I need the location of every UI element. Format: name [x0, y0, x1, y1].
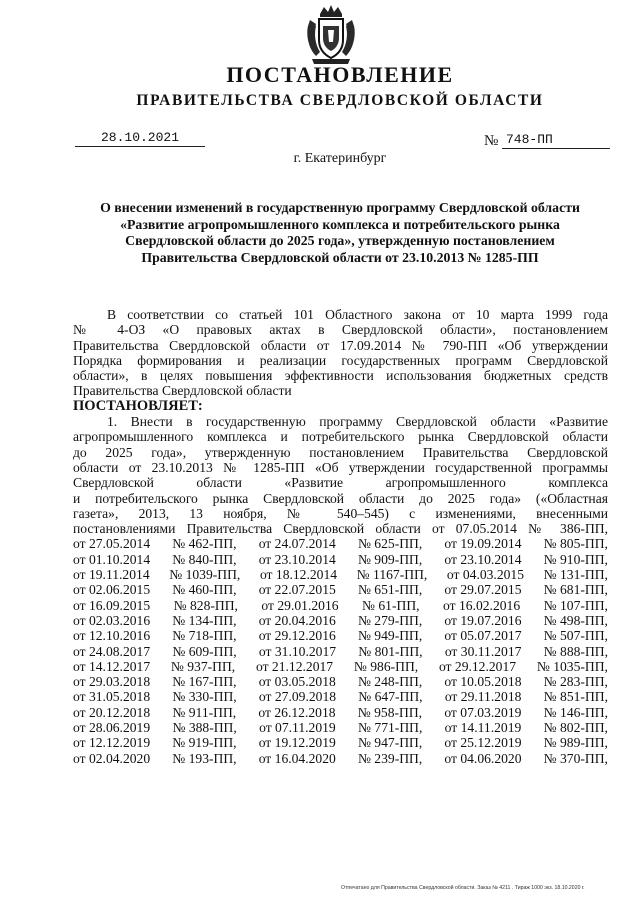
amendment-number: № 949-ПП,	[357, 628, 423, 644]
document-title	[72, 200, 608, 266]
amendment-number: № 279-ПП,	[357, 612, 423, 628]
number-sign: №	[484, 133, 499, 149]
amendment-number: № 989-ПП,	[543, 735, 608, 751]
amendment-date: от 19.12.2019	[258, 735, 336, 751]
title-line: Свердловской области до 2025 года», утвержденную постановлением	[125, 233, 555, 248]
print-footer: Отпечатано для Правительства Свердловской области. Заказ № 4211 . Тираж 1000 экз. 18.10.2020 г.	[341, 885, 585, 891]
title-line: Правительства Свердловской области от 23.10.2013 № 1285-ПП	[141, 249, 539, 265]
amendment-number: № 947-ПП,	[357, 735, 423, 751]
preamble-line: Правительства Свердловской области от 17.09.2014 № 790-ПП «Об утверждении	[73, 337, 608, 353]
amendment-date: от 20.12.2018	[73, 704, 151, 720]
clause-line: области от 23.10.2013 № 1285-ПП «Об утверждении государственной программы	[73, 459, 608, 475]
amendment-number: № 388-ПП,	[172, 720, 237, 736]
resolution-heading: ПОСТАНОВЛЯЕТ:	[73, 397, 203, 414]
issue-city: г. Екатеринбург	[293, 151, 387, 166]
amendment-date: от 24.08.2017	[73, 643, 151, 659]
title-line: О внесении изменений в государственную программу Свердловской области	[100, 200, 580, 215]
document-body	[73, 307, 608, 766]
amendment-date: от 04.06.2020	[444, 750, 522, 766]
issuing-authority: ПРАВИТЕЛЬСТВА СВЕРДЛОВСКОЙ ОБЛАСТИ	[136, 92, 544, 109]
amendment-number: № 911-ПП,	[172, 704, 237, 720]
amendment-number: № 802-ПП,	[543, 720, 608, 736]
clause-line: газета», 2013, 13 ноября, № 540–545) с изменениями, внесенными	[73, 505, 608, 521]
preamble-line: № 4-ОЗ «О правовых актах в Свердловской области», постановлением	[73, 322, 608, 338]
amendment-row	[73, 598, 608, 613]
amendment-date: от 01.10.2014	[73, 551, 151, 567]
amendment-date: от 16.09.2015	[73, 597, 151, 613]
clause-line: Свердловской области «Развитие агропромышленного комплекса	[73, 475, 608, 491]
amendment-number: № 283-ПП,	[543, 674, 608, 690]
amendment-date: от 25.12.2019	[444, 735, 522, 751]
amendment-number: № 958-ПП,	[357, 704, 423, 720]
amendment-number: № 107-ПП,	[543, 597, 608, 613]
amendment-row	[73, 705, 608, 720]
amendment-date: от 22.07.2015	[258, 582, 336, 598]
amendment-number: № 146-ПП,	[543, 704, 608, 720]
amendment-row	[73, 735, 608, 750]
amendment-row	[73, 751, 608, 766]
amendment-date: от 29.07.2015	[444, 582, 522, 598]
amendment-row	[73, 644, 608, 659]
amendment-number: № 239-ПП,	[357, 750, 423, 766]
amendment-number: № 134-ПП,	[172, 612, 237, 628]
amendment-number: № 840-ПП,	[172, 551, 237, 567]
amendment-number: № 370-ПП,	[543, 750, 608, 766]
amendment-row	[73, 674, 608, 689]
amendment-date: от 19.09.2014	[444, 536, 522, 552]
document-type-title: ПОСТАНОВЛЕНИЕ	[226, 62, 454, 87]
amendment-number: № 498-ПП,	[543, 612, 608, 628]
amendment-number: № 681-ПП,	[543, 582, 608, 598]
amendment-date: от 07.11.2019	[259, 720, 336, 736]
amendment-number: № 801-ПП,	[358, 643, 423, 659]
document-date: 28.10.2021	[75, 130, 205, 147]
amendment-date: от 07.03.2019	[444, 704, 522, 720]
clause-line: постановлениями Правительства Свердловской области от 07.05.2014 № 386-ПП,	[73, 521, 608, 537]
amendment-date: от 27.09.2018	[258, 689, 337, 705]
clause-line: 1. Внести в государственную программу Свердловской области «Развитие	[107, 414, 608, 430]
amendment-date: от 28.06.2019	[73, 720, 151, 736]
amendments-list	[73, 536, 608, 765]
amendment-date: от 27.05.2014	[73, 536, 151, 552]
coat-of-arms-icon	[302, 4, 360, 66]
amendment-row	[73, 689, 608, 704]
amendment-row	[73, 567, 608, 582]
amendment-number: № 193-ПП,	[172, 750, 237, 766]
amendment-date: от 18.12.2014	[259, 567, 338, 583]
amendment-number: № 462-ПП,	[172, 536, 237, 552]
amendment-number: № 909-ПП,	[357, 551, 423, 567]
amendment-date: от 16.02.2016	[443, 597, 521, 613]
amendment-row	[73, 582, 608, 597]
title-line: «Развитие агропромышленного комплекса и потребительского рынка	[120, 216, 560, 232]
amendment-number: № 625-ПП,	[357, 536, 423, 552]
amendment-date: от 26.12.2018	[258, 704, 336, 720]
amendment-date: от 02.03.2016	[73, 612, 151, 628]
amendment-number: № 1035-ПП,	[536, 658, 608, 674]
amendment-number: № 919-ПП,	[172, 735, 237, 751]
amendment-number: № 507-ПП,	[543, 628, 608, 644]
amendment-date: от 03.05.2018	[258, 674, 336, 690]
amendment-row	[73, 613, 608, 628]
amendment-date: от 29.03.2018	[73, 674, 151, 690]
amendment-row	[73, 552, 608, 567]
clause-line: до 2025 года», утвержденную постановлением Правительства Свердловской	[73, 444, 608, 460]
amendment-number: № 647-ПП,	[358, 689, 423, 705]
amendment-date: от 24.07.2014	[258, 536, 336, 552]
amendment-date: от 29.12.2017	[438, 658, 517, 674]
amendment-number: № 771-ПП,	[358, 720, 423, 736]
preamble-line: В соответствии со статьей 101 Областного закона от 10 марта 1999 года	[107, 307, 608, 322]
amendment-number: № 828-ПП,	[173, 597, 238, 613]
amendment-number: № 805-ПП,	[543, 536, 608, 552]
amendment-number: № 910-ПП,	[543, 551, 608, 567]
amendment-number: № 167-ПП,	[172, 674, 237, 690]
amendment-date: от 29.12.2016	[258, 628, 336, 644]
amendment-date: от 30.11.2017	[444, 643, 522, 659]
amendment-date: от 02.06.2015	[73, 582, 151, 598]
amendment-number: № 718-ПП,	[172, 628, 237, 644]
amendment-row	[73, 720, 608, 735]
amendment-date: от 21.12.2017	[255, 658, 334, 674]
amendment-number: № 1167-ПП,	[356, 567, 428, 583]
amendment-row	[73, 628, 608, 643]
preamble-line: Порядка формирования и реализации государственных программ Свердловской	[73, 352, 608, 368]
amendment-date: от 31.10.2017	[258, 643, 337, 659]
amendment-date: от 05.07.2017	[444, 628, 522, 644]
amendment-number: № 460-ПП,	[172, 582, 237, 598]
amendment-date: от 29.01.2016	[261, 597, 339, 613]
amendment-date: от 31.05.2018	[73, 689, 151, 705]
amendment-date: от 14.11.2019	[444, 720, 522, 736]
amendment-number: № 651-ПП,	[357, 582, 423, 598]
amendment-date: от 14.12.2017	[73, 658, 151, 674]
clause-line: агропромышленного комплекса и потребительского рынка Свердловской области	[73, 429, 608, 445]
amendment-date: от 16.04.2020	[258, 750, 336, 766]
clause-line: и потребительского рынка Свердловской области до 2025 года» («Областная	[73, 490, 608, 506]
amendment-row	[73, 536, 608, 551]
amendment-row	[73, 659, 608, 674]
amendment-date: от 19.11.2014	[73, 567, 150, 583]
document-number: 748-ПП	[502, 132, 610, 149]
amendment-number: № 61-ПП,	[362, 597, 420, 613]
amendment-date: от 12.10.2016	[73, 628, 151, 644]
amendment-date: от 04.03.2015	[446, 567, 525, 583]
amendment-number: № 937-ПП,	[170, 658, 236, 674]
amendment-number: № 986-ПП,	[353, 658, 419, 674]
amendment-date: от 20.04.2016	[258, 612, 336, 628]
amendment-date: от 02.04.2020	[73, 750, 151, 766]
amendment-date: от 12.12.2019	[73, 735, 151, 751]
amendment-date: от 23.10.2014	[258, 551, 336, 567]
preamble-line: области», в целях повышения эффективности использования бюджетных средств	[73, 368, 608, 384]
amendment-number: № 1039-ПП,	[169, 567, 241, 583]
amendment-number: № 330-ПП,	[172, 689, 237, 705]
amendment-date: от 19.07.2016	[444, 612, 522, 628]
amendment-date: от 10.05.2018	[444, 674, 522, 690]
amendment-number: № 851-ПП,	[543, 689, 608, 705]
preamble-line: Правительства Свердловской области	[73, 383, 292, 399]
amendment-number: № 888-ПП,	[543, 643, 608, 659]
amendment-number: № 609-ПП,	[172, 643, 237, 659]
amendment-date: от 29.11.2018	[444, 689, 522, 705]
amendment-number: № 248-ПП,	[357, 674, 423, 690]
amendment-number: № 131-ПП,	[543, 567, 608, 583]
amendment-date: от 23.10.2014	[444, 551, 522, 567]
